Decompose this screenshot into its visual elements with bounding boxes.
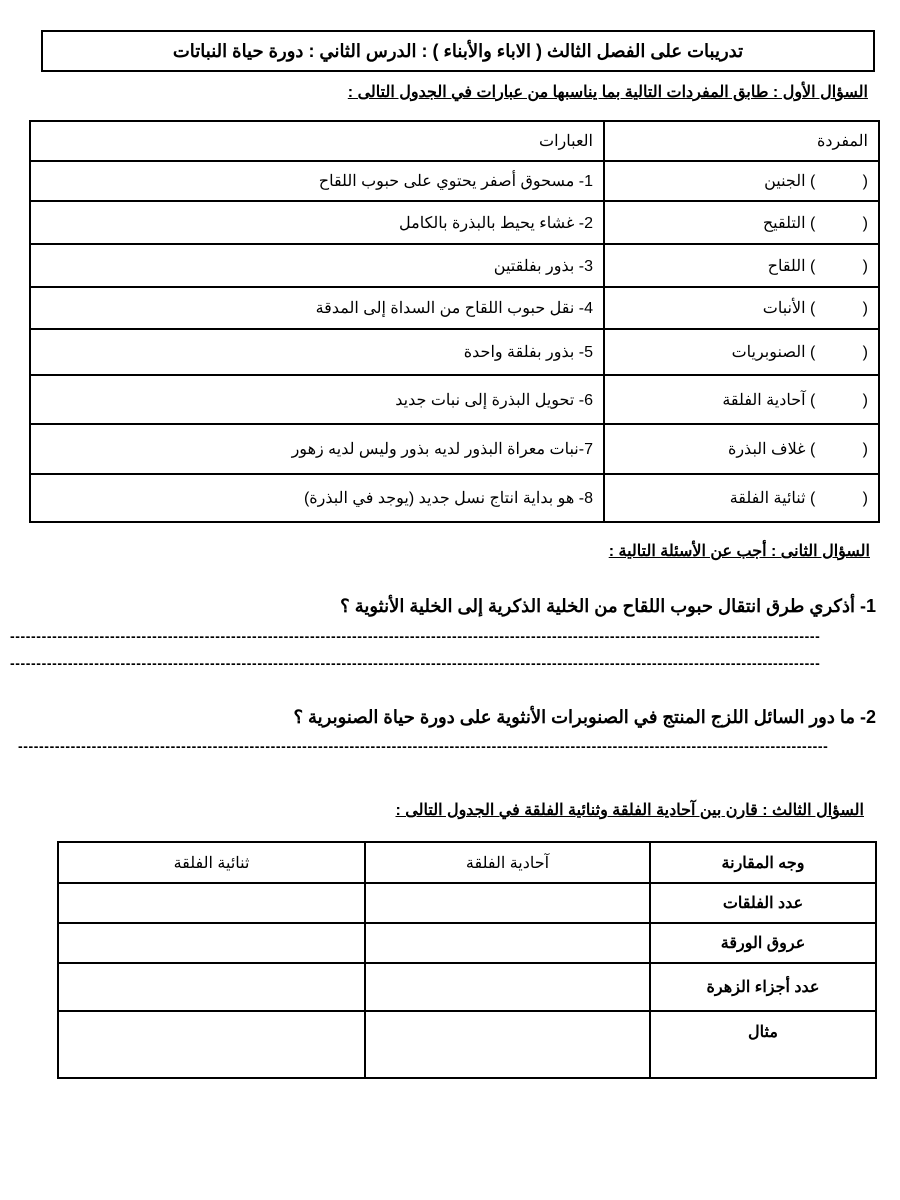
monocot-answer-cell[interactable] <box>365 963 650 1011</box>
answer-blank[interactable]: ( ) <box>810 344 868 361</box>
aspect-cell: عدد أجزاء الزهرة <box>650 963 876 1011</box>
statement-cell: 3- بذور بفلقتين <box>30 244 604 287</box>
statement-cell: 5- بذور بفلقة واحدة <box>30 329 604 375</box>
comparison-table <box>57 841 877 1079</box>
statement-cell: 2- غشاء يحيط بالبذرة بالكامل <box>30 201 604 244</box>
answer-line[interactable]: ---------------------------------------------------------------------------------------------------------------------------------------------------------- <box>18 738 829 754</box>
term-text: غلاف البذرة <box>727 441 806 458</box>
table-header-row <box>30 121 879 161</box>
q1-heading: السؤال الأول : طابق المفردات التالية بما يناسبها من عبارات في الجدول التالى : <box>347 84 868 101</box>
header-aspect: وجه المقارنة <box>650 842 876 883</box>
term-text: اللقاح <box>767 257 806 275</box>
monocot-answer-cell[interactable] <box>365 883 650 923</box>
answer-blank[interactable]: ( ) <box>810 257 868 275</box>
answer-line[interactable]: ---------------------------------------------------------------------------------------------------------------------------------------------------------- <box>10 655 821 671</box>
table-row <box>30 375 879 424</box>
term-cell[interactable] <box>604 201 879 244</box>
dicot-answer-cell[interactable] <box>58 963 365 1011</box>
q3-heading: السؤال الثالث : قارن بين آحادية الفلقة وثنائية الفلقة في الجدول التالى : <box>395 802 864 819</box>
term-text: التلقيح <box>762 214 806 232</box>
q2-heading: السؤال الثانى : أجب عن الأسئلة التالية : <box>608 543 870 560</box>
table-row <box>30 329 879 375</box>
answer-blank[interactable]: ( ) <box>810 441 868 458</box>
term-text: الأنبات <box>762 300 806 317</box>
table-row <box>30 201 879 244</box>
monocot-answer-cell[interactable] <box>365 1011 650 1078</box>
term-cell[interactable] <box>604 474 879 522</box>
answer-line[interactable]: ---------------------------------------------------------------------------------------------------------------------------------------------------------- <box>10 628 821 644</box>
aspect-cell: مثال <box>650 1011 876 1078</box>
table-row <box>58 923 876 963</box>
header-statement: العبارات <box>30 121 604 161</box>
answer-blank[interactable]: ( ) <box>810 173 868 190</box>
matching-table <box>29 120 880 523</box>
table-row <box>30 244 879 287</box>
table-row <box>30 424 879 474</box>
q2-question-1: 1- أذكري طرق انتقال حبوب اللقاح من الخلية الذكرية إلى الخلية الأنثوية ؟ <box>340 596 876 616</box>
dicot-answer-cell[interactable] <box>58 923 365 963</box>
worksheet-title: تدريبات على الفصل الثالث ( الاباء والأبناء ) : الدرس الثاني : دورة حياة النباتات <box>41 30 875 72</box>
answer-blank[interactable]: ( ) <box>810 214 868 232</box>
dicot-answer-cell[interactable] <box>58 883 365 923</box>
table-row <box>58 883 876 923</box>
statement-cell: 7-نبات معراة البذور لديه بذور وليس لديه زهور <box>30 424 604 474</box>
term-cell[interactable] <box>604 287 879 329</box>
monocot-answer-cell[interactable] <box>365 923 650 963</box>
term-text: ثنائية الفلقة <box>729 490 806 507</box>
table-row <box>58 1011 876 1078</box>
term-text: الصنوبريات <box>731 344 806 361</box>
table-row <box>58 963 876 1011</box>
answer-blank[interactable]: ( ) <box>810 300 868 317</box>
table-row <box>30 287 879 329</box>
table-row <box>30 474 879 522</box>
header-dicot: ثنائية الفلقة <box>58 842 365 883</box>
header-monocot: آحادية الفلقة <box>365 842 650 883</box>
answer-blank[interactable]: ( ) <box>810 490 868 507</box>
term-cell[interactable] <box>604 375 879 424</box>
table-header-row <box>58 842 876 883</box>
answer-blank[interactable]: ( ) <box>810 391 868 409</box>
aspect-cell: عروق الورقة <box>650 923 876 963</box>
q2-question-2: 2- ما دور السائل اللزج المنتج في الصنوبرات الأنثوية على دورة حياة الصنوبرية ؟ <box>293 707 876 727</box>
term-cell[interactable] <box>604 161 879 201</box>
statement-cell: 1- مسحوق أصفر يحتوي على حبوب اللقاح <box>30 161 604 201</box>
table-row <box>30 161 879 201</box>
term-cell[interactable] <box>604 244 879 287</box>
header-term: المفردة <box>604 121 879 161</box>
term-text: آحادية الفلقة <box>722 391 806 409</box>
statement-cell: 6- تحويل البذرة إلى نبات جديد <box>30 375 604 424</box>
term-cell[interactable] <box>604 424 879 474</box>
statement-cell: 4- نقل حبوب اللقاح من السداة إلى المدقة <box>30 287 604 329</box>
dicot-answer-cell[interactable] <box>58 1011 365 1078</box>
term-cell[interactable] <box>604 329 879 375</box>
aspect-cell: عدد الفلقات <box>650 883 876 923</box>
statement-cell: 8- هو بداية انتاج نسل جديد (يوجد في البذرة) <box>30 474 604 522</box>
term-text: الجنين <box>764 173 806 190</box>
